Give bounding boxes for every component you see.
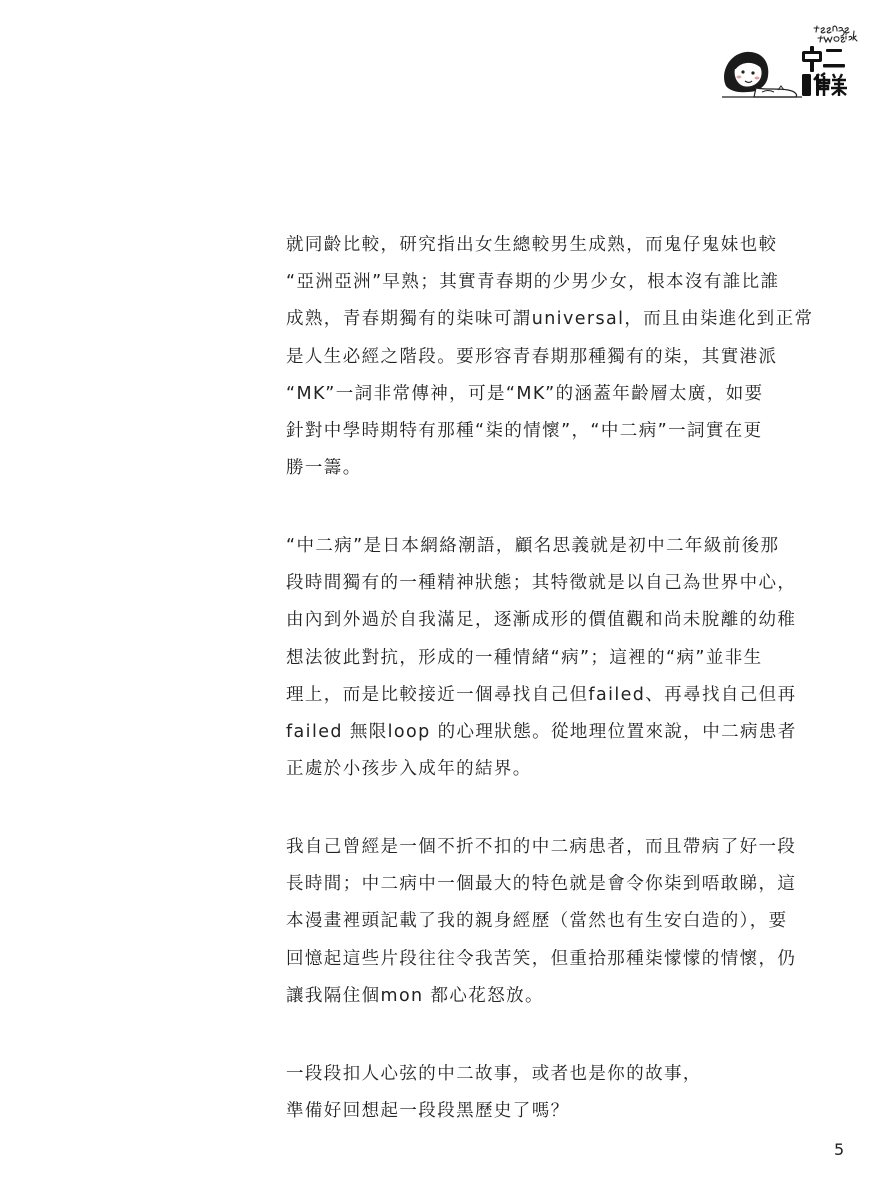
text-line: 想法彼此對抗，形成的一種情緒“病”；這裡的“病”並非生: [286, 647, 763, 668]
text-line: 回憶起這些片段往往令我苦笑，但重拾那種柒懞懞的情懷，仍: [286, 948, 797, 969]
text-line: 由內到外過於自我滿足，逐漸成形的價值觀和尚未脫離的幼稚: [286, 610, 797, 631]
text-line: 理上，而是比較接近一個尋找自己但failed、再尋找自己但再: [286, 684, 797, 705]
text-line: 段時間獨有的一種精神狀態；其特徵就是以自己為世界中心，: [286, 573, 797, 594]
text-line: 長時間；中二病中一個最大的特色就是會令你柒到唔敢睇，這: [286, 874, 797, 895]
girl-figure: [722, 52, 802, 97]
text-line: 勝一籌。: [286, 458, 362, 479]
book-logo: [718, 18, 858, 100]
handwritten-subtitle: [814, 26, 857, 42]
paragraph-3: [286, 829, 856, 1015]
text-line: “亞洲亞洲”早熟；其實青春期的少男少女，根本沒有誰比誰: [286, 272, 780, 293]
text-line: 讓我隔住個mon 都心花怒放。: [286, 985, 544, 1006]
text-line: 本漫畫裡頭記載了我的親身經歷（當然也有生安白造的），要: [286, 911, 788, 932]
text-line: “MK”一詞非常傳神，可是“MK”的涵蓋年齡層太廣，如要: [286, 383, 764, 404]
brush-title: [802, 46, 847, 96]
text-line: 成熟，青春期獨有的柒味可謂universal，而且由柒進化到正常: [286, 309, 814, 330]
character-illustration: [718, 18, 858, 100]
paragraph-2: [286, 528, 856, 788]
essay-body: [286, 227, 856, 1171]
text-line: 一段段扣人心弦的中二故事，或者也是你的故事，: [286, 1063, 702, 1084]
text-line: 正處於小孩步入成年的結界。: [286, 759, 532, 780]
text-line: 我自己曾經是一個不折不扣的中二病患者，而且帶病了好一段: [286, 837, 797, 857]
text-line: 就同齡比較，研究指出女生總較男生成熟，而鬼仔鬼妹也較: [286, 235, 778, 255]
text-line: 準備好回想起一段段黑歷史了嗎？: [286, 1100, 570, 1121]
text-line: failed 無限loop 的心理狀態。從地理位置來說，中二病患者: [286, 721, 797, 742]
text-line: “中二病”是日本網絡潮語，顧名思義就是初中二年級前後那: [286, 536, 780, 556]
text-line: 是人生必經之階段。要形容青春期那種獨有的柒，其實港派: [286, 346, 778, 367]
paragraph-4: [286, 1056, 856, 1130]
text-line: 針對中學時期特有那種“柒的情懷”，“中二病”一詞實在更: [286, 420, 763, 441]
paragraph-1: [286, 227, 856, 487]
page-number: 5: [834, 1140, 845, 1159]
